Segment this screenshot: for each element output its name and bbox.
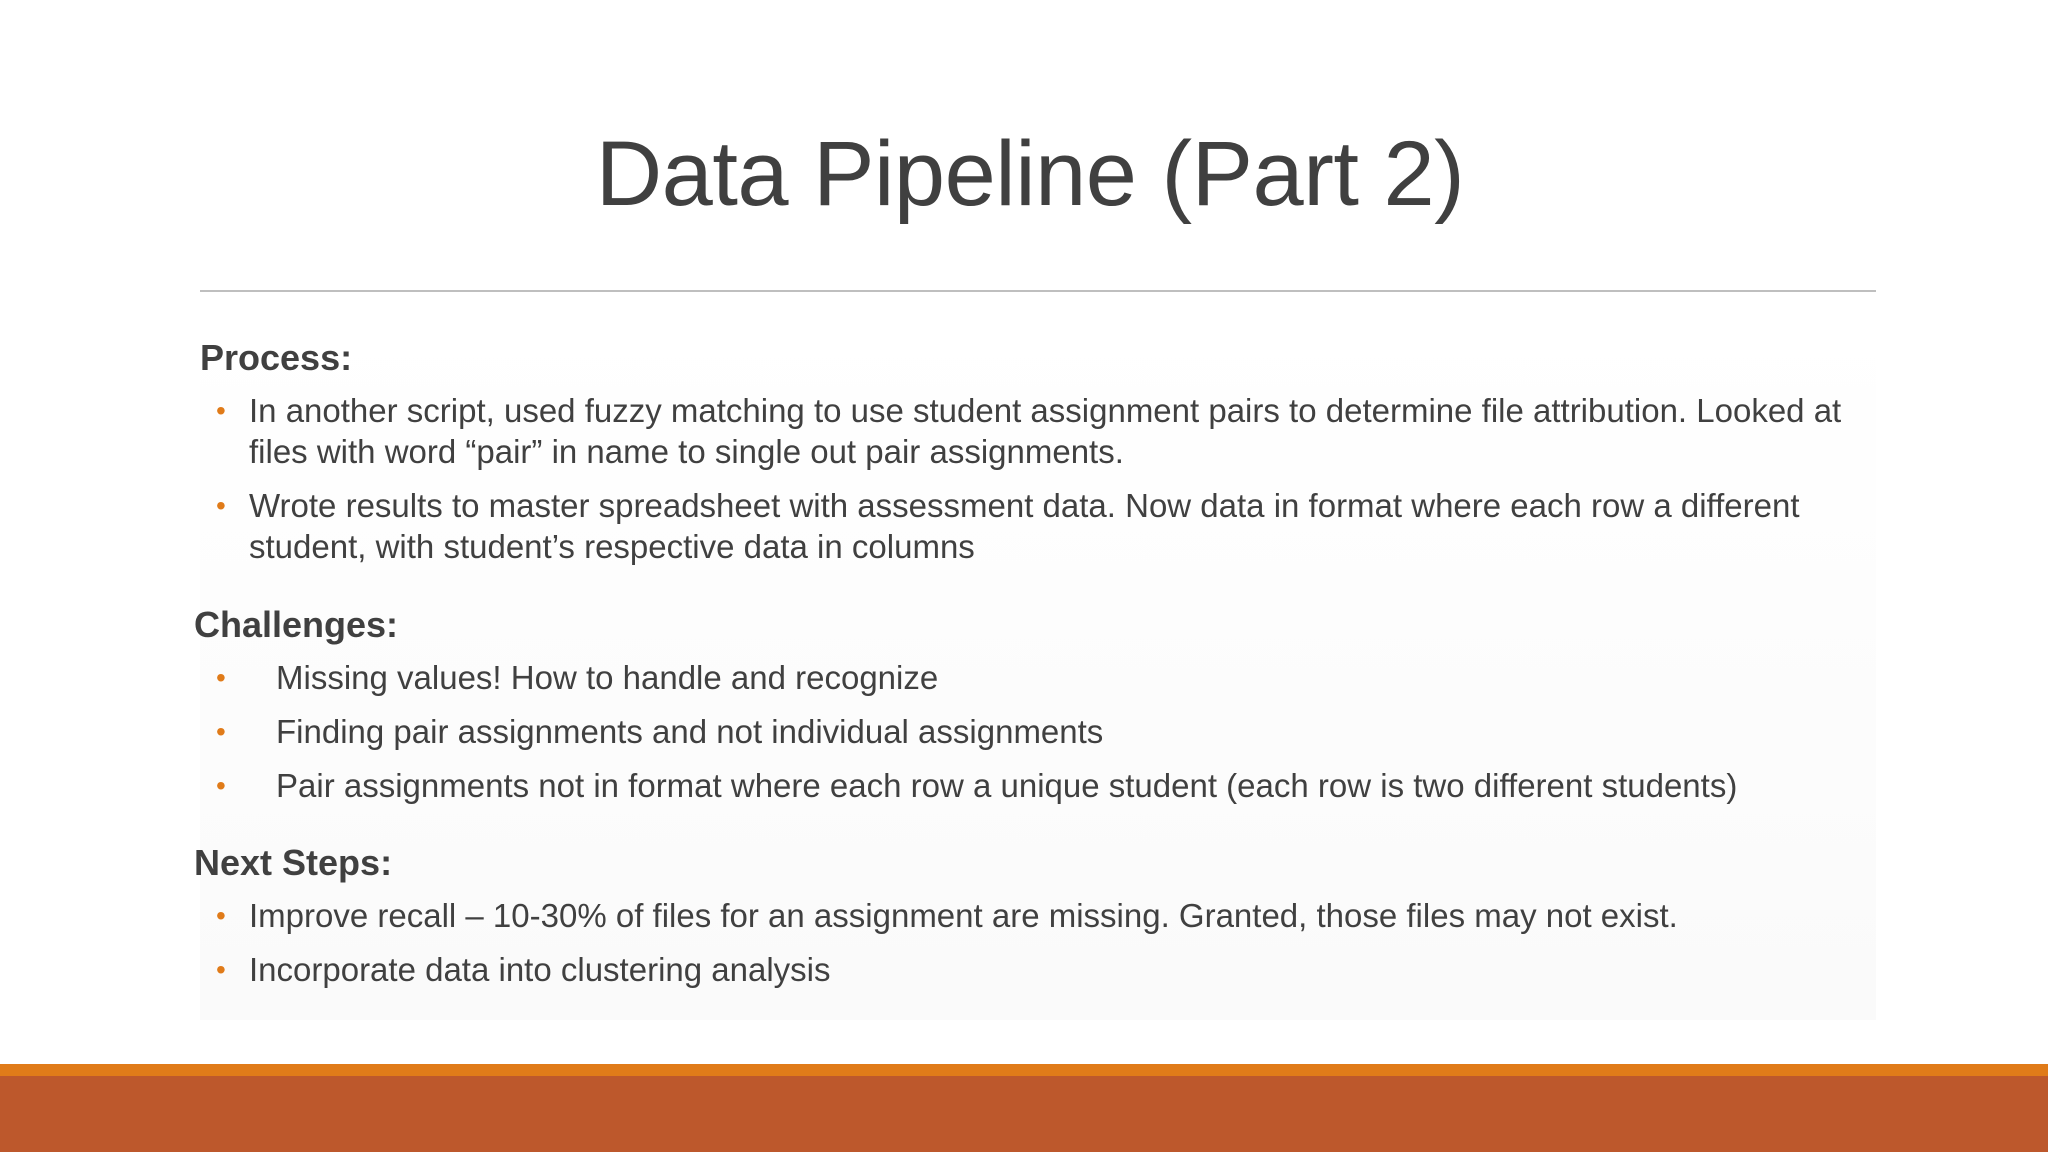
bullet-icon: • [216,770,226,801]
footer-bar [0,1076,2048,1152]
process-item-1: In another script, used fuzzy matching to use student assignment pairs to determine file attribution. Looked at files with word “pair” in name to single out pair assignments. [249,392,1842,470]
list-item [216,895,1869,936]
next-steps-list [216,895,1869,1003]
process-list [216,390,1859,580]
bullet-icon: • [216,900,226,931]
process-item-2: Wrote results to master spreadsheet with assessment data. Now data in format where each row a different student, with student’s respective data in columns [249,487,1800,565]
bullet-icon: • [216,395,226,426]
next-steps-item-2: Incorporate data into clustering analysis [249,951,831,988]
title-divider [200,290,1876,292]
bullet-icon: • [216,490,226,521]
slide-title: Data Pipeline (Part 2) [595,123,1465,225]
bullet-icon: • [216,662,226,693]
list-item [216,765,1889,806]
list-item [216,657,1889,698]
challenges-heading: Challenges: [194,604,399,645]
bullet-icon: • [216,716,226,747]
next-steps-item-1: Improve recall – 10-30% of files for an assignment are missing. Granted, those files may not exist. [249,897,1678,934]
list-item [216,711,1889,752]
challenges-item-3: Pair assignments not in format where each row a unique student (each row is two different students) [276,767,1738,804]
list-item [216,390,1859,472]
bullet-icon: • [216,954,226,985]
challenges-item-1: Missing values! How to handle and recognize [276,659,939,696]
challenges-item-2: Finding pair assignments and not individual assignments [276,713,1104,750]
list-item [216,949,1869,990]
list-item [216,485,1859,567]
challenges-list [216,657,1889,819]
footer-accent-stripe [0,1064,2048,1076]
next-steps-heading: Next Steps: [194,842,393,883]
process-heading: Process: [200,337,353,378]
